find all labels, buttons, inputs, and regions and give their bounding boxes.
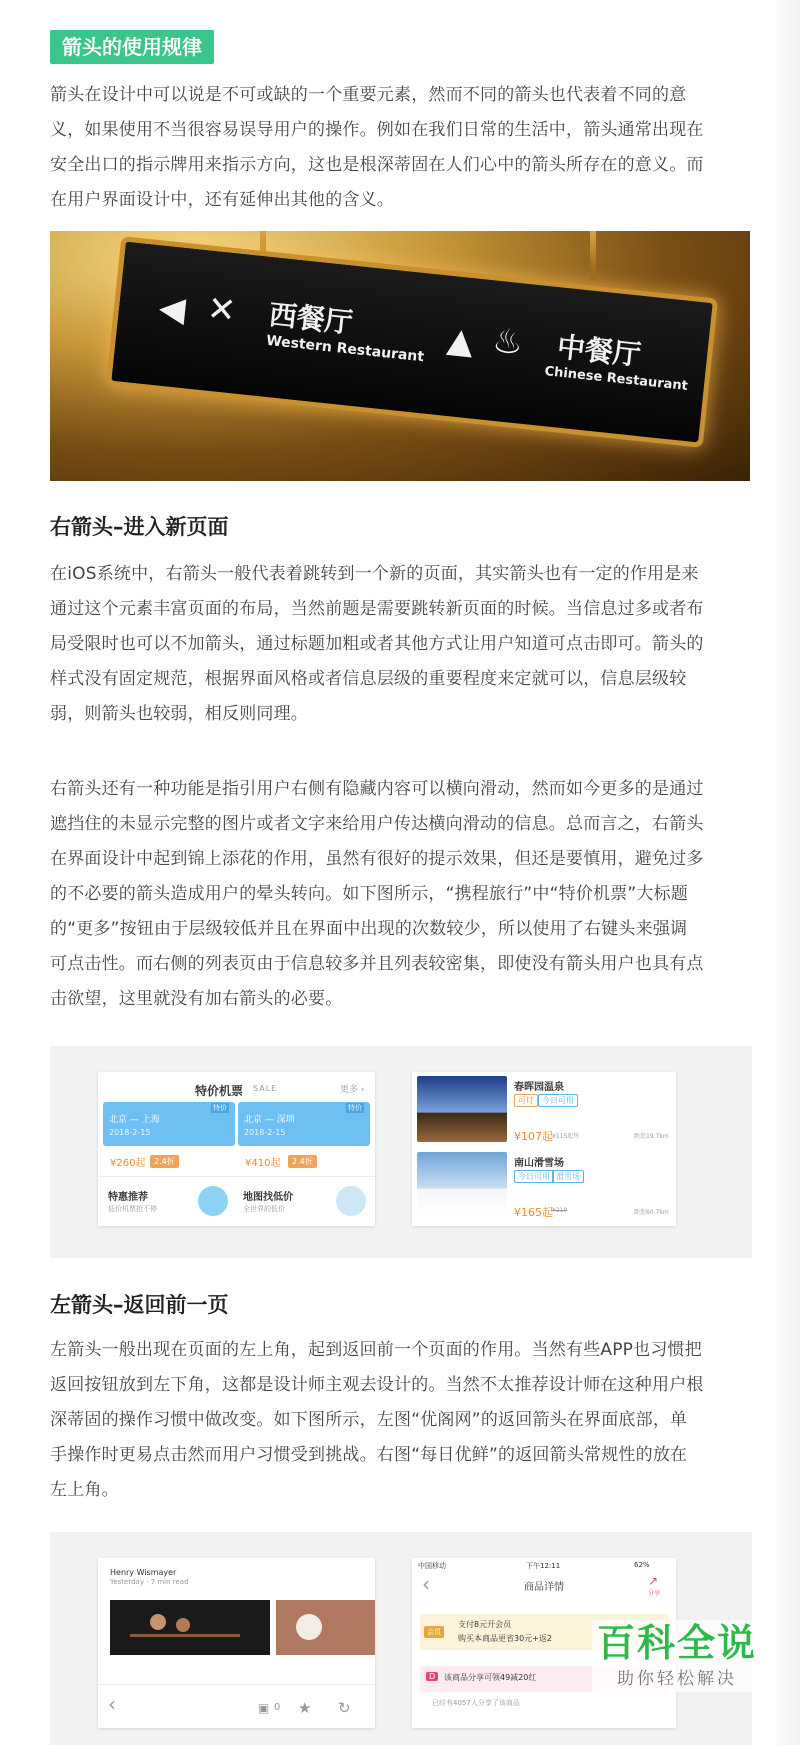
comment-count: 0 — [274, 1702, 281, 1713]
figure-ctrip-screens — [50, 1046, 752, 1258]
comment-icon[interactable]: ▣ — [258, 1701, 270, 1715]
text-line: 左箭头一般出现在页面的左上角，起到返回前一个页面的作用。当然有些APP也习惯把 — [50, 1340, 702, 1360]
flight-item[interactable] — [103, 1102, 235, 1146]
flight-item[interactable] — [238, 1102, 370, 1146]
watermark-logo-text: 百科全说 — [596, 1621, 757, 1665]
divider — [98, 1176, 375, 1177]
text-line: 安全出口的指示牌用来指示方向，这也是根深蒂固在人们心中的箭头所存在的意义。而 — [50, 155, 704, 175]
page-title: 商品详情 — [524, 1582, 564, 1593]
article-image — [110, 1600, 270, 1655]
ski-resort-thumbnail — [417, 1152, 507, 1218]
article-app-screen — [98, 1558, 375, 1728]
heading-left-arrow: 左箭头–返回前一页 — [50, 1293, 229, 1317]
flight-route: 北京 — 深圳 — [244, 1115, 295, 1125]
attraction-old-price: ¥115起售 — [552, 1133, 580, 1140]
attraction-distance: 距您60.7km — [634, 1209, 669, 1216]
article-meta: Yesterday · 7 min read — [110, 1578, 189, 1586]
share-icon[interactable]: ↗ — [648, 1574, 659, 1588]
member-line-1: 支付8元开会员 — [458, 1620, 512, 1629]
discount-badge: 2.4折 — [288, 1155, 317, 1168]
heading-right-arrow: 右箭头–进入新页面 — [50, 515, 229, 539]
attraction-chip: 今日可用 — [514, 1170, 554, 1183]
watermark-slogan: 助你轻松解决 — [617, 1669, 737, 1689]
flight-price: ¥410起 — [245, 1158, 281, 1169]
chinese-restaurant-en: Chinese Restaurant — [543, 364, 689, 395]
text-line: 样式没有固定规范，根据界面风格或者信息层级的重要程度来定就可以，信息层级较 — [50, 669, 687, 689]
text-line: 右箭头还有一种功能是指引用户右侧有隐藏内容可以横向滑动，然而如今更多的是通过 — [50, 779, 704, 799]
text-line: 可点击性。而右侧的列表页由于信息较多并且列表较密集，即使没有箭头用户也具有点 — [50, 954, 704, 974]
share-badge: D — [426, 1672, 438, 1681]
back-arrow-icon[interactable]: ‹ — [108, 1692, 116, 1716]
left-arrow-icon: ◀ — [157, 287, 188, 331]
map-pin-icon — [336, 1186, 366, 1216]
carrier-label: 中国移动 — [418, 1562, 446, 1570]
text-line: 的不必要的箭头造成用户的晕头转向。如下图所示，“携程旅行”中“特价机票”大标题 — [50, 884, 689, 904]
text-line: 击欲望，这里就没有加右箭头的必要。 — [50, 989, 343, 1009]
flight-route: 北京 — 上海 — [109, 1115, 160, 1125]
member-line-2: 购买本商品更省30元+返2 — [458, 1634, 552, 1643]
right-arrow-paragraph-1 — [50, 557, 750, 732]
site-watermark — [592, 1620, 762, 1692]
attraction-old-price: ¥210 — [552, 1207, 568, 1214]
promo-title[interactable]: 特惠推荐 — [108, 1192, 148, 1203]
text-line: 弱，则箭头也较弱，相反则同理。 — [50, 704, 308, 724]
more-button[interactable]: 更多 › — [340, 1085, 365, 1095]
text-line: 在iOS系统中，右箭头一般代表着跳转到一个新的页面，其实箭头也有一定的作用是来 — [50, 564, 699, 584]
promo-subtitle: 全世界的低价 — [243, 1205, 285, 1213]
back-arrow-icon[interactable]: ‹ — [422, 1572, 430, 1596]
flight-price: ¥260起 — [110, 1158, 146, 1169]
direction-sign — [106, 236, 718, 448]
attraction-chip: 今日可用 — [538, 1094, 578, 1107]
cutlery-icon: ✕ — [205, 288, 238, 332]
intro-paragraph — [50, 78, 750, 218]
promo-illustration — [198, 1186, 228, 1216]
figure-shape — [176, 1618, 190, 1632]
author-name: Henry Wismayer — [110, 1568, 177, 1577]
battery-level: 62% — [634, 1561, 650, 1569]
text-line: 手操作时更易点击然而用户习惯受到挑战。右图“每日优鲜”的返回箭头常规性的放在 — [50, 1445, 688, 1465]
western-restaurant-cn: 西餐厅 — [267, 298, 355, 340]
flight-date: 2018-2-15 — [244, 1128, 286, 1137]
deal-tag: 特价 — [348, 1104, 362, 1112]
attraction-price: ¥165起 — [514, 1206, 553, 1219]
deal-tag: 特价 — [213, 1104, 227, 1112]
discount-badge: 2.4折 — [150, 1155, 179, 1168]
flight-date: 2018-2-15 — [109, 1128, 151, 1137]
text-line: 义，如果使用不当很容易误导用户的操作。例如在我们日常的生活中，箭头通常出现在 — [50, 120, 704, 140]
text-line: 遮挡住的未显示完整的图片或者文字来给用户传达横向滑动的信息。总而言之，右箭头 — [50, 814, 704, 834]
section-tag: 箭头的使用规律 — [50, 30, 214, 64]
divider — [98, 1684, 375, 1685]
up-arrow-icon: ▲ — [445, 319, 476, 363]
attractions-list-card — [412, 1072, 676, 1226]
text-line: 深蒂固的操作习惯中做改变。如下图所示，左图“优阁网”的返回箭头在界面底部，单 — [50, 1410, 688, 1430]
promo-subtitle: 低价机票抢不停 — [108, 1205, 157, 1213]
table-shape — [130, 1634, 240, 1637]
text-line: 箭头在设计中可以说是不可或缺的一个重要元素，然而不同的箭头也代表着不同的意 — [50, 85, 687, 105]
chinese-restaurant-cn: 中餐厅 — [555, 330, 643, 372]
member-badge: 会员 — [424, 1626, 444, 1638]
text-line: 返回按钮放到左下角，这都是设计师主观去设计的。当然不太推荐设计师在这种用户根 — [50, 1375, 704, 1395]
text-line: 通过这个元素丰富页面的布局，当然前题是需要跳转新页面的时候。当信息过多或者布 — [50, 599, 704, 619]
figure-shape — [296, 1614, 322, 1640]
attraction-name[interactable]: 南山滑雪场 — [514, 1158, 564, 1169]
text-line: 左上角。 — [50, 1480, 119, 1500]
text-line: 在用户界面设计中，还有延伸出其他的含义。 — [50, 190, 394, 210]
sale-label: SALE — [253, 1084, 278, 1093]
attraction-name[interactable]: 春晖园温泉 — [514, 1082, 564, 1093]
right-arrow-paragraph-2 — [50, 772, 750, 1017]
share-label[interactable]: 分享 — [648, 1590, 661, 1597]
figure-shape — [150, 1614, 166, 1630]
restaurant-sign-photo — [50, 231, 750, 481]
sign-pole — [590, 231, 596, 281]
left-arrow-paragraph — [50, 1333, 750, 1508]
text-line: 的“更多”按钮由于层级较低并且在界面中出现的次数较少，所以使用了右键头来强调 — [50, 919, 688, 939]
text-line: 在界面设计中起到锦上添花的作用，虽然有很好的提示效果，但还是要慎用，避免过多 — [50, 849, 704, 869]
attraction-chip: 可订 — [514, 1094, 538, 1107]
page-side-shade — [776, 0, 800, 1745]
flight-deals-card — [98, 1072, 375, 1226]
attraction-chip: 滑雪场 — [552, 1170, 584, 1183]
card-title: 特价机票 — [195, 1084, 244, 1098]
star-icon[interactable]: ★ — [298, 1699, 312, 1717]
promo-title[interactable]: 地图找低价 — [243, 1192, 293, 1203]
teacup-icon: ♨ — [490, 320, 526, 364]
western-restaurant-en: Western Restaurant — [265, 332, 425, 366]
hot-spring-thumbnail — [417, 1076, 507, 1142]
attraction-price: ¥107起 — [514, 1130, 553, 1143]
refresh-icon[interactable]: ↻ — [338, 1699, 351, 1717]
share-reward-text: 该商品分享可领49减20红 — [444, 1673, 537, 1682]
attraction-distance: 距您19.7km — [634, 1133, 669, 1140]
article-image-2 — [276, 1600, 375, 1655]
text-line: 局受限时也可以不加箭头，通过标题加粗或者其他方式让用户知道可点击即可。箭头的 — [50, 634, 704, 654]
status-time: 下午12:11 — [526, 1562, 561, 1570]
shared-count: 已经有4057人分享了该商品 — [432, 1699, 520, 1707]
